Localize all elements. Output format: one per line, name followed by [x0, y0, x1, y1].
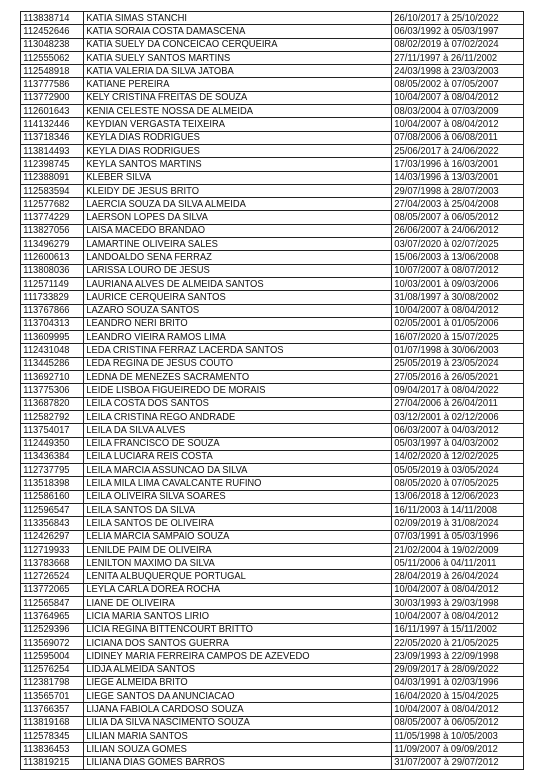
registration-number-cell: 113565701 [21, 690, 79, 703]
date-period-cell: 10/04/2007 à 08/04/2012 [392, 91, 513, 104]
registration-number-cell: 113569072 [21, 636, 79, 649]
person-name-cell: LAISA MACEDO BRANDAO [84, 224, 367, 237]
registration-number-cell: 113436384 [21, 450, 79, 463]
date-period-cell: 10/04/2007 à 08/04/2012 [392, 703, 513, 716]
date-period-cell: 11/05/1998 à 10/05/2003 [392, 730, 513, 743]
person-name-cell: LEILA OLIVEIRA SILVA SOARES [84, 490, 367, 503]
table-row [21, 743, 524, 756]
table-row [21, 690, 524, 703]
person-name-cell: LEYLA CARLA DOREA ROCHA [84, 583, 367, 596]
person-name-cell: LEILA MILA LIMA CAVALCANTE RUFINO [84, 477, 367, 490]
person-name-cell: LILIAN MARIA SANTOS [84, 730, 367, 743]
date-period-cell: 27/04/2003 à 25/04/2008 [392, 198, 513, 211]
table-row [21, 78, 524, 91]
date-period-cell: 06/03/2007 à 04/03/2012 [392, 424, 513, 437]
person-name-cell: LENILDE PAIM DE OLIVEIRA [84, 543, 367, 556]
table-row [21, 51, 524, 64]
person-name-cell: LAERSON LOPES DA SILVA [84, 211, 367, 224]
person-name-cell: LEANDRO VIEIRA RAMOS LIMA [84, 331, 367, 344]
table-row [21, 716, 524, 729]
person-name-cell: LICIANA DOS SANTOS GUERRA [84, 636, 367, 649]
date-period-cell: 10/04/2007 à 08/04/2012 [392, 583, 513, 596]
registration-number-cell: 112737795 [21, 464, 79, 477]
registration-number-cell: 113445286 [21, 357, 79, 370]
date-period-cell: 14/02/2020 à 12/02/2025 [392, 450, 513, 463]
table-row [21, 650, 524, 663]
registration-number-cell: 112586160 [21, 490, 79, 503]
table-row [21, 12, 524, 25]
table-row [21, 65, 524, 78]
person-name-cell: LELIA MARCIA SAMPAIO SOUZA [84, 530, 367, 543]
date-period-cell: 10/07/2007 à 08/07/2012 [392, 264, 513, 277]
table-row [21, 144, 524, 157]
person-name-cell: LEDA REGINA DE JESUS COUTO [84, 357, 367, 370]
person-name-cell: KATIA VALERIA DA SILVA JATOBA [84, 65, 367, 78]
table-row [21, 344, 524, 357]
person-name-cell: LAURICE CERQUEIRA SANTOS [84, 291, 367, 304]
registration-number-cell: 112596547 [21, 503, 79, 516]
records-table-body [21, 12, 524, 770]
table-row [21, 357, 524, 370]
registration-number-cell: 112595004 [21, 650, 79, 663]
person-name-cell: LEDNA DE MENEZES SACRAMENTO [84, 371, 367, 384]
person-name-cell: LEANDRO NERI BRITO [84, 317, 367, 330]
registration-number-cell: 113767866 [21, 304, 79, 317]
date-period-cell: 08/05/2002 à 07/05/2007 [392, 78, 513, 91]
registration-number-cell: 112426297 [21, 530, 79, 543]
date-period-cell: 25/06/2017 à 24/06/2022 [392, 144, 513, 157]
table-row [21, 131, 524, 144]
registration-number-cell: 113836453 [21, 743, 79, 756]
table-row [21, 597, 524, 610]
date-period-cell: 22/05/2020 à 21/05/2025 [392, 636, 513, 649]
table-row [21, 570, 524, 583]
person-name-cell: KENIA CELESTE NOSSA DE ALMEIDA [84, 105, 367, 118]
date-period-cell: 08/02/2019 à 07/02/2024 [392, 38, 513, 51]
table-row [21, 676, 524, 689]
registration-number-cell: 113766357 [21, 703, 79, 716]
table-row [21, 663, 524, 676]
table-row [21, 437, 524, 450]
person-name-cell: LANDOALDO SENA FERRAZ [84, 251, 367, 264]
table-row [21, 623, 524, 636]
date-period-cell: 10/04/2007 à 08/04/2012 [392, 304, 513, 317]
table-row [21, 184, 524, 197]
date-period-cell: 03/07/2020 à 02/07/2025 [392, 238, 513, 251]
date-period-cell: 31/07/2007 à 29/07/2012 [392, 756, 513, 769]
date-period-cell: 05/05/2019 à 03/05/2024 [392, 464, 513, 477]
date-period-cell: 21/02/2004 à 19/02/2009 [392, 543, 513, 556]
registration-number-cell: 112583594 [21, 184, 79, 197]
person-name-cell: LARISSA LOURO DE JESUS [84, 264, 367, 277]
table-row [21, 251, 524, 264]
table-row [21, 424, 524, 437]
date-period-cell: 27/05/2016 à 26/05/2021 [392, 371, 513, 384]
person-name-cell: KLEBER SILVA [84, 171, 367, 184]
person-name-cell: LEILA SANTOS DE OLIVEIRA [84, 517, 367, 530]
registration-number-cell: 113814493 [21, 144, 79, 157]
person-name-cell: KEYDIAN VERGASTA TEIXEIRA [84, 118, 367, 131]
person-name-cell: KLEIDY DE JESUS BRITO [84, 184, 367, 197]
date-period-cell: 31/08/1997 à 30/08/2002 [392, 291, 513, 304]
registration-number-cell: 113764965 [21, 610, 79, 623]
registration-number-cell: 113838714 [21, 12, 79, 25]
registration-number-cell: 112449350 [21, 437, 79, 450]
table-row [21, 224, 524, 237]
person-name-cell: LEILA SANTOS DA SILVA [84, 503, 367, 516]
registration-number-cell: 113819215 [21, 756, 79, 769]
person-name-cell: KATIA SORAIA COSTA DAMASCENA [84, 25, 367, 38]
registration-number-cell: 113819168 [21, 716, 79, 729]
registration-number-cell: 112726524 [21, 570, 79, 583]
table-row [21, 38, 524, 51]
table-row [21, 397, 524, 410]
table-row [21, 198, 524, 211]
date-period-cell: 07/08/2006 à 06/08/2011 [392, 131, 513, 144]
table-row [21, 384, 524, 397]
date-period-cell: 29/09/2017 à 28/09/2022 [392, 663, 513, 676]
table-row [21, 530, 524, 543]
date-period-cell: 10/04/2007 à 08/04/2012 [392, 118, 513, 131]
registration-number-cell: 113775306 [21, 384, 79, 397]
registration-number-cell: 112577682 [21, 198, 79, 211]
person-name-cell: LEILA MARCIA ASSUNCAO DA SILVA [84, 464, 367, 477]
person-name-cell: LAURIANA ALVES DE ALMEIDA SANTOS [84, 277, 367, 290]
date-period-cell: 10/04/2007 à 08/04/2012 [392, 610, 513, 623]
date-period-cell: 23/09/1993 à 22/09/1998 [392, 650, 513, 663]
date-period-cell: 26/10/2017 à 25/10/2022 [392, 12, 513, 25]
registration-number-cell: 112555062 [21, 51, 79, 64]
date-period-cell: 26/06/2007 à 24/06/2012 [392, 224, 513, 237]
person-name-cell: LEILA FRANCISCO DE SOUZA [84, 437, 367, 450]
person-name-cell: LEIDE LISBOA FIGUEIREDO DE MORAIS [84, 384, 367, 397]
registration-number-cell: 112719933 [21, 543, 79, 556]
person-name-cell: LEILA CRISTINA REGO ANDRADE [84, 410, 367, 423]
person-name-cell: KEYLA DIAS RODRIGUES [84, 144, 367, 157]
date-period-cell: 08/05/2020 à 07/05/2025 [392, 477, 513, 490]
person-name-cell: LIANE DE OLIVEIRA [84, 597, 367, 610]
date-period-cell: 08/03/2004 à 07/03/2009 [392, 105, 513, 118]
date-period-cell: 13/06/2018 à 12/06/2023 [392, 490, 513, 503]
registration-number-cell: 113048238 [21, 38, 79, 51]
date-period-cell: 05/11/2006 à 04/11/2011 [392, 557, 513, 570]
table-row [21, 450, 524, 463]
date-period-cell: 24/03/1998 à 23/03/2003 [392, 65, 513, 78]
registration-number-cell: 113808036 [21, 264, 79, 277]
person-name-cell: LAERCIA SOUZA DA SILVA ALMEIDA [84, 198, 367, 211]
table-row [21, 517, 524, 530]
person-name-cell: KEYLA SANTOS MARTINS [84, 158, 367, 171]
person-name-cell: LILIAN SOUZA GOMES [84, 743, 367, 756]
registration-number-cell: 113827056 [21, 224, 79, 237]
person-name-cell: LEDA CRISTINA FERRAZ LACERDA SANTOS [84, 344, 367, 357]
table-row [21, 464, 524, 477]
registration-number-cell: 112600613 [21, 251, 79, 264]
table-row [21, 557, 524, 570]
registration-number-cell: 113774229 [21, 211, 79, 224]
date-period-cell: 04/03/1991 à 02/03/1996 [392, 676, 513, 689]
registration-number-cell: 112381798 [21, 676, 79, 689]
registration-number-cell: 113356843 [21, 517, 79, 530]
date-period-cell: 08/05/2007 à 06/05/2012 [392, 716, 513, 729]
table-row [21, 211, 524, 224]
person-name-cell: LENILTON MAXIMO DA SILVA [84, 557, 367, 570]
person-name-cell: KEYLA DIAS RODRIGUES [84, 131, 367, 144]
date-period-cell: 17/03/1996 à 16/03/2001 [392, 158, 513, 171]
table-row [21, 583, 524, 596]
date-period-cell: 16/11/1997 à 15/11/2002 [392, 623, 513, 636]
registration-number-cell: 113692710 [21, 371, 79, 384]
table-row [21, 25, 524, 38]
table-row [21, 503, 524, 516]
date-period-cell: 29/07/1998 à 28/07/2003 [392, 184, 513, 197]
table-row [21, 410, 524, 423]
registration-number-cell: 112431048 [21, 344, 79, 357]
registration-number-cell: 112582792 [21, 410, 79, 423]
table-row [21, 730, 524, 743]
table-row [21, 477, 524, 490]
table-row [21, 91, 524, 104]
person-name-cell: LIDINEY MARIA FERREIRA CAMPOS DE AZEVEDO [84, 650, 367, 663]
date-period-cell: 02/09/2019 à 31/08/2024 [392, 517, 513, 530]
table-row [21, 238, 524, 251]
person-name-cell: KATIA SUELY DA CONCEICAO CERQUEIRA [84, 38, 367, 51]
table-row [21, 371, 524, 384]
person-name-cell: LEILA DA SILVA ALVES [84, 424, 367, 437]
registration-number-cell: 113687820 [21, 397, 79, 410]
date-period-cell: 01/07/1998 à 30/06/2003 [392, 344, 513, 357]
date-period-cell: 30/03/1993 à 29/03/1998 [392, 597, 513, 610]
registration-number-cell: 112565847 [21, 597, 79, 610]
registration-number-cell: 112578345 [21, 730, 79, 743]
registration-number-cell: 112548918 [21, 65, 79, 78]
date-period-cell: 10/03/2001 à 09/03/2006 [392, 277, 513, 290]
registration-number-cell: 112388091 [21, 171, 79, 184]
person-name-cell: LICIA REGINA BITTENCOURT BRITTO [84, 623, 367, 636]
registration-number-cell: 113718346 [21, 131, 79, 144]
table-row [21, 171, 524, 184]
date-period-cell: 16/07/2020 à 15/07/2025 [392, 331, 513, 344]
person-name-cell: LAZARO SOUZA SANTOS [84, 304, 367, 317]
registration-number-cell: 113754017 [21, 424, 79, 437]
person-name-cell: KATIA SIMAS STANCHI [84, 12, 367, 25]
date-period-cell: 06/03/1992 à 05/03/1997 [392, 25, 513, 38]
table-row [21, 317, 524, 330]
date-period-cell: 25/05/2019 à 23/05/2024 [392, 357, 513, 370]
registration-number-cell: 112452646 [21, 25, 79, 38]
registration-number-cell: 114132446 [21, 118, 79, 131]
table-row [21, 291, 524, 304]
date-period-cell: 02/05/2001 à 01/05/2006 [392, 317, 513, 330]
date-period-cell: 09/04/2017 à 08/04/2022 [392, 384, 513, 397]
date-period-cell: 08/05/2007 à 06/05/2012 [392, 211, 513, 224]
person-name-cell: LILIANA DIAS GOMES BARROS [84, 756, 367, 769]
registration-number-cell: 112571149 [21, 277, 79, 290]
registration-number-cell: 113496279 [21, 238, 79, 251]
person-name-cell: LICIA MARIA SANTOS LIRIO [84, 610, 367, 623]
person-name-cell: LIEGE ALMEIDA BRITO [84, 676, 367, 689]
registration-number-cell: 113609995 [21, 331, 79, 344]
registration-number-cell: 113783668 [21, 557, 79, 570]
person-name-cell: LILIA DA SILVA NASCIMENTO SOUZA [84, 716, 367, 729]
registration-number-cell: 113518398 [21, 477, 79, 490]
table-row [21, 277, 524, 290]
table-row [21, 331, 524, 344]
table-row [21, 264, 524, 277]
registration-number-cell: 112601643 [21, 105, 79, 118]
registration-number-cell: 112576254 [21, 663, 79, 676]
table-row [21, 304, 524, 317]
records-table [20, 11, 524, 770]
table-row [21, 543, 524, 556]
table-row [21, 158, 524, 171]
date-period-cell: 28/04/2019 à 26/04/2024 [392, 570, 513, 583]
date-period-cell: 27/11/1997 à 26/11/2002 [392, 51, 513, 64]
date-period-cell: 07/03/1991 à 05/03/1996 [392, 530, 513, 543]
table-row [21, 756, 524, 769]
registration-number-cell: 111733829 [21, 291, 79, 304]
table-row [21, 703, 524, 716]
registration-number-cell: 113772065 [21, 583, 79, 596]
date-period-cell: 16/04/2020 à 15/04/2025 [392, 690, 513, 703]
person-name-cell: LENITA ALBUQUERQUE PORTUGAL [84, 570, 367, 583]
table-row [21, 636, 524, 649]
table-row [21, 490, 524, 503]
table-row [21, 105, 524, 118]
registration-number-cell: 113777586 [21, 78, 79, 91]
person-name-cell: LEILA LUCIARA REIS COSTA [84, 450, 367, 463]
registration-number-cell: 112529396 [21, 623, 79, 636]
person-name-cell: LIJANA FABIOLA CARDOSO SOUZA [84, 703, 367, 716]
table-row [21, 118, 524, 131]
person-name-cell: KELY CRISTINA FREITAS DE SOUZA [84, 91, 367, 104]
date-period-cell: 15/06/2003 à 13/06/2008 [392, 251, 513, 264]
table-row [21, 610, 524, 623]
person-name-cell: LIDJA ALMEIDA SANTOS [84, 663, 367, 676]
registration-number-cell: 113772900 [21, 91, 79, 104]
date-period-cell: 05/03/1997 à 04/03/2002 [392, 437, 513, 450]
person-name-cell: KATIANE PEREIRA [84, 78, 367, 91]
person-name-cell: LAMARTINE OLIVEIRA SALES [84, 238, 367, 251]
date-period-cell: 14/03/1996 à 13/03/2001 [392, 171, 513, 184]
date-period-cell: 16/11/2003 à 14/11/2008 [392, 503, 513, 516]
person-name-cell: KATIA SUELY SANTOS MARTINS [84, 51, 367, 64]
person-name-cell: LEILA COSTA DOS SANTOS [84, 397, 367, 410]
date-period-cell: 11/09/2007 à 09/09/2012 [392, 743, 513, 756]
registration-number-cell: 112398745 [21, 158, 79, 171]
date-period-cell: 27/04/2006 à 26/04/2011 [392, 397, 513, 410]
date-period-cell: 03/12/2001 à 02/12/2006 [392, 410, 513, 423]
person-name-cell: LIEGE SANTOS DA ANUNCIACAO [84, 690, 367, 703]
registration-number-cell: 113704313 [21, 317, 79, 330]
